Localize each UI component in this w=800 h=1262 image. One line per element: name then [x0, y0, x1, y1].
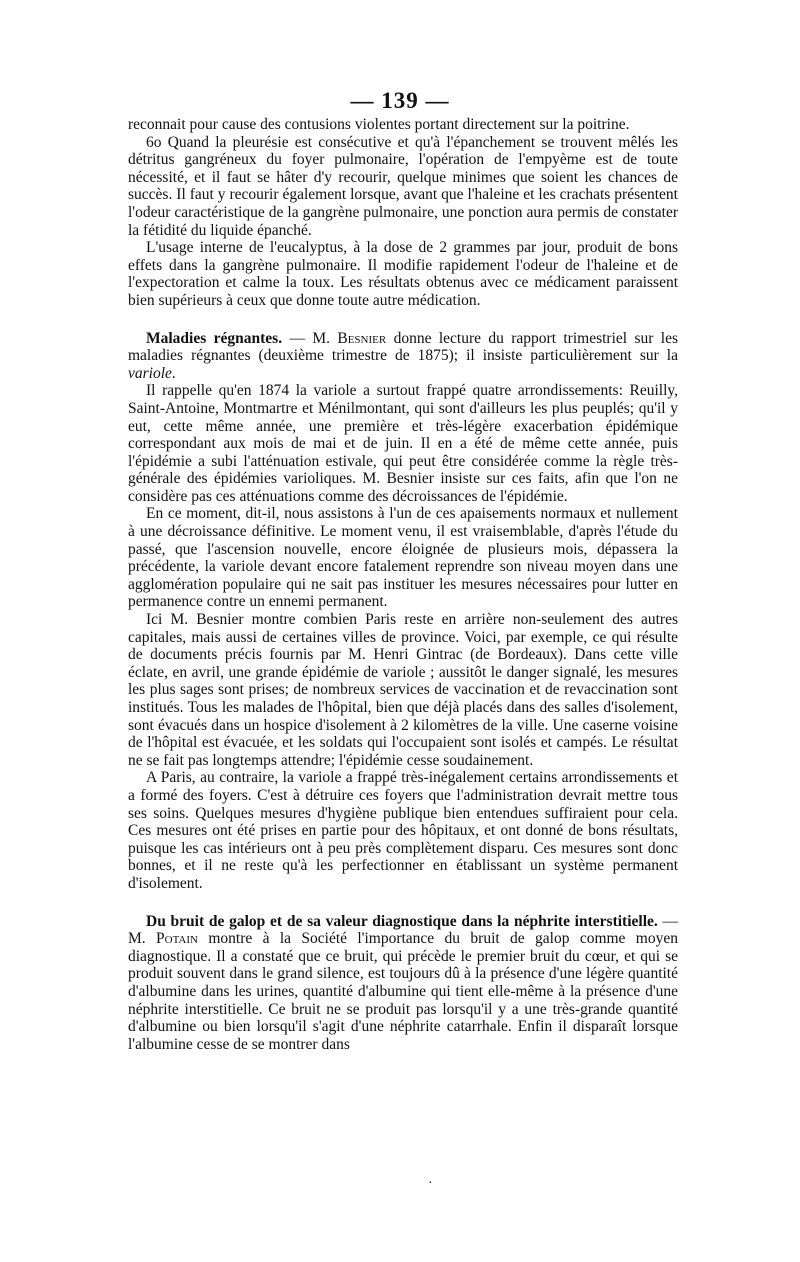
paragraph: 6o Quand la pleurésie est consécutive et qu'à l'épanchement se trouvent mêlés les détritus gangréneux du foyer pulmonaire, l'opération de l'empyème est de toute nécessité, et il faut se hâter d'y recourir, quelque minimes que soient les chances de succès. Il faut y recourir également lorsque, avant que l'haleine et les crachats présentent l'odeur caractéristique de la gangrène pulmonaire, une ponction aura permis de constater la fétidité du liquide épanché. [128, 133, 678, 239]
paragraph-text: . [171, 364, 176, 382]
paragraph: reconnait pour cause des contusions violentes portant directement sur la poitrine. [128, 116, 630, 133]
page-number: — 139 — [350, 88, 450, 113]
section-heading: Maladies régnantes. [146, 329, 283, 347]
dash-text: — M. [282, 329, 338, 347]
paragraph-text: donne lecture du rapport trimestriel sur les maladies régnantes (deuxième trimestre de 1875); il insiste particulièrement sur la [128, 329, 678, 365]
paragraph: L'usage interne de l'eucalyptus, à la dose de 2 grammes par jour, produit de bons effets dans la gangrène pulmonaire. Il modifie rapidement l'odeur de l'haleine et de l'expectoration et calme la toux. Les résultats obtenus avec ce médicament paraissent bien supérieurs à ceux que donne toute autre médication. [128, 239, 678, 309]
dash-text: — M. [128, 912, 678, 948]
printer-mark: · [428, 1176, 433, 1191]
section-bruit-de-galop [128, 913, 678, 1054]
paragraph: Ici M. Besnier montre combien Paris reste en arrière non-seulement des autres capitales, mais aussi de certaines villes de province. Voici, par exemple, ce qui résulte de documents précis fournis par M. Henri Gintrac (de Bordeaux). Dans cette ville éclate, en avril, une grande épidémie de variole ; aussitôt le danger signalé, les mesures les plus sages sont prises; de nombreux services de vaccination et de revaccination sont institués. Tous les malades de l'hôpital, bien que déjà placés dans des salles d'isolement, sont évacués dans un hospice d'isolement à 2 kilomètres de la ville. Une caserne voisine de l'hôpital est évacuée, et les soldats qui l'occupaient sont isolés et campés. Le résultat ne se fait pas longtemps attendre; l'épidémie cesse soudainement. [128, 611, 678, 769]
body-text [128, 116, 678, 1053]
paragraph: A Paris, au contraire, la variole a frappé très-inégalement certains arrondissements et a formé des foyers. C'est à détruire ces foyers que l'administration devrait mettre tous ses soins. Quelques mesures d'hygiène publique bien entendues suffiraient pour cela. Ces mesures ont été prises en partie pour des hôpitaux, et ont donné de bons résultats, puisque les cas intérieurs ont à peu près complètement disparu. Ces mesures sont donc bonnes, et il ne reste qu'à les perfectionner en établissant un système permanent d'isolement. [128, 769, 678, 892]
paragraph: Il rappelle qu'en 1874 la variole a surtout frappé quatre arrondissements: Reuilly, Saint-Antoine, Montmartre et Ménilmontant, qui sont d'ailleurs les plus peuplés; qu'il y eut, cette même année, une première et très-légère exacerbation épidémique correspondant aux mois de mai et de juin. Il en a été de même cette année, puis l'épidémie a subi l'atténuation estivale, qui peut être considérée comme la règle très-générale des épidémies varioliques. M. Besnier insiste sur ces faits, afin que l'on ne considère pas ces atténuations comme des décroissances de l'épidémie. [128, 382, 678, 505]
section-heading: Du bruit de galop et de sa valeur diagnostique dans la néphrite interstitielle. [146, 912, 658, 930]
italic-word: variole [128, 364, 172, 382]
paragraph: En ce moment, dit-il, nous assistons à l'un de ces apaisements normaux et nullement à une décroissance définitive. Le moment venu, il est vraisemblable, d'après l'étude du passé, que l'ascension nouvelle, encore éloignée de plusieurs mois, dépassera la précédente, la variole devant encore fatalement reprendre son niveau moyen dans une agglomération populaire qui ne sait pas instituer les mesures nécessaires pour lutter en permanence contre un ennemi permanent. [128, 505, 678, 611]
author-name: Potain [156, 930, 198, 948]
author-name: Besnier [337, 329, 387, 347]
section-maladies-regnantes [128, 330, 678, 383]
paragraph-text: montre à la Société l'importance du bruit de galop comme moyen diagnostique. Il a constaté que ce bruit, qui précède le premier bruit du cœur, et qui se produit souvent dans le grand silence, est toujours dû à la présence d'une légère quantité d'albumine dans les urines, quantité d'albumine qui tient elle-même à la présence d'une néphrite interstitielle. Ce bruit ne se produit pas lorsqu'il y a une très-grande quantité d'albumine ou bien lorsqu'il s'agit d'une néphrite catarrhale. Enfin il disparaît lorsque l'albumine cesse de se montrer dans [128, 930, 678, 1053]
